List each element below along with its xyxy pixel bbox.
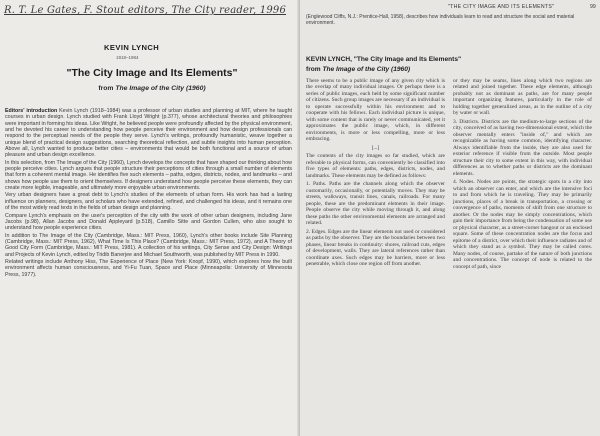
running-head: "THE CITY IMAGE AND ITS ELEMENTS" <box>448 4 555 10</box>
intro-lead: Editors' introduction <box>5 108 58 114</box>
body-paragraph: 1. Paths. Paths are the channels along which the observer customarily, occasionally, or potentially moves. They may be streets, walkways, transit lines, canals, railroads. For many people, these are the predominant elements in their image. People observe the city while moving through it, and along these paths the other environmental elements are arranged and related. <box>306 181 445 227</box>
text-column-left <box>306 78 445 270</box>
source-book: The Image of the City (1960) <box>115 85 206 92</box>
intro-paragraph: In this selection, from The Image of the City (1960), Lynch develops the concepts that have shaped our thinking about how people perceive cities. Lynch argues that people structure their perceptions of cities through a small number of elements that form a coherent mental image. He identifies five such elements – paths, edges, districts, nodes, and landmarks – and shows how people use them to orient themselves. If designers understand how people perceive these elements, they can create more legible, imageable, and ultimately more enjoyable urban environments. <box>5 159 292 192</box>
intro-paragraph <box>5 108 292 159</box>
source-prefix: from <box>98 85 114 92</box>
chapter-title: "The City Image and Its Elements" <box>66 67 238 79</box>
body-paragraph: 4. Nodes. Nodes are points, the strategic spots in a city into which an observer can enter, and which are the intensive foci to and from which he is traveling. They may be primarily junctions, places of a break in transportation, a crossing or convergence of paths, moments of shift from one structure to another. Or the nodes may be simply concentrations, which gain their importance from being the condensation of some use or physical character, as a street-corner hangout or an enclosed square. Some of these concentration nodes are the focus and epitome of a district, over which their influence radiates and of which they stand as a symbol. They may be called cores. Many nodes, of course, partake of the nature of both junctions and concentrations. The concept of node is related to the concept of path, since <box>453 179 592 270</box>
ellipsis-marker: [...] <box>371 144 380 151</box>
body-paragraph: or they may be seams, lines along which two regions are related and joined together. These edge elements, although probably not as dominant as paths, are for many people important organizing features, particularly in the role of holding together generalized areas, as in the outline of a city by water or wall. <box>453 78 592 117</box>
intro-text: Kevin Lynch (1918–1984) was a professor of urban studies and planning at MIT, where he taught courses in urban design. Lynch studied with Frank Lloyd Wright (p.377), whose architectural theories and philosophies were important in forming his ideas. Like Wright, he believed people were profoundly affected by the physical environment, and he devoted his career to understanding how people perceive their environment and how design professionals can respond to the perceptual needs of the people they serve. Lynch's writings, profoundly humanistic, weave together a unique blend of practical design suggestions, searching theoretical reflection, and subtle insights into human perception. Above all, Lynch wanted to produce better cities – environments that would be both functional and a source of urban pleasure and urban design excellence. <box>5 108 292 159</box>
author-name: KEVIN LYNCH <box>104 43 160 52</box>
continued-text: (Englewood Cliffs, N.J.: Prentice-Hall, 1958), describes how individuals learn to read and structure the social and material environment. <box>306 14 575 27</box>
page-number: 99 <box>590 4 596 10</box>
body-paragraph: The contents of the city images so far studied, which are referable to physical forms, can conveniently be classified into five types of elements: paths, edges, districts, nodes, and landmarks. These elements may be defined as follows: <box>306 153 445 179</box>
body-paragraph: 3. Districts. Districts are the medium-to-large sections of the city, conceived of as having two-dimensional extent, which the observer mentally enters "inside of," and which are recognizable as having some common, identifying character. Always identifiable from the inside, they are also used for exterior reference if visible from the outside. Most people structure their city to some extent in this way, with individual differences as to whether paths or districts are the dominant elements. <box>453 118 592 177</box>
text-column-right <box>453 78 592 272</box>
source-line <box>30 85 274 92</box>
reading-title: KEVIN LYNCH, "The City Image and Its Elements" <box>306 56 462 63</box>
intro-paragraph: Very urban designers have a great debt to Lynch's studies of the elements of urban form. His work has had a lasting influence on planners, designers, and scholars who have extended, refined, and challenged his ideas, and it remains one of the most widely read texts in the fields of urban design and planning. <box>5 192 292 212</box>
reading-source <box>306 66 591 73</box>
intro-paragraph: In addition to The Image of the City (Cambridge, Mass.: MIT Press, 1960), Lynch's other books include Site Planning (Cambridge, Mass.: MIT Press, 1962), What Time Is This Place? (Cambridge, Mass.: MIT Press, 1972), and A Theory of Good City Form (Cambridge, Mass.: MIT Press, 1981). A collection of his writings, City Sense and City Design: Writings and Projects of Kevin Lynch, edited by Tridib Banerjee and Michael Southworth, was published by MIT Press in 1990. <box>5 232 292 258</box>
source-book: The Image of the City (1960) <box>322 66 411 73</box>
editors-introduction <box>5 108 292 279</box>
body-paragraph: 2. Edges. Edges are the linear elements not used or considered as paths by the observer. They are the boundaries between two phases, linear breaks in continuity: shores, railroad cuts, edges of development, walls. They are lateral references rather than coordinate axes. Such edges may be barriers, more or less penetrable, which close one region off from another. <box>306 228 445 268</box>
intro-paragraph: Related writings include Anthony Hiss, The Experience of Place (New York: Knopf, 1990), which explores how the built environment affects human consciousness, and Yi-Fu Tuan, Space and Place (Minneapolis: University of Minnesota Press, 1977). <box>5 258 292 278</box>
intro-paragraph: Compare Lynch's emphasis on the user's perception of the city with the work of other urban designers, including Jane Jacobs (p.98), Allan Jacobs and Donald Appleyard (p.518), Camillo Sitte and Gordon Cullen, who also sought to understand how people experience cities. <box>5 212 292 232</box>
body-paragraph: There seems to be a public image of any given city which is the overlap of many individual images. Or perhaps there is a series of public images, each held by some significant number of citizens. Such group images are necessary if an individual is to operate successfully within his environment and to cooperate with his fellows. Each individual picture is unique, with some content that is rarely or never communicated, yet it approximates the public image, which, in different environments, is more or less compelling, more or less embracing. <box>306 78 445 143</box>
handwritten-note: R. T. Le Gates, F. Stout editors, The City reader, 1996 <box>4 5 287 16</box>
source-prefix: from <box>306 66 321 73</box>
left-page <box>0 0 299 436</box>
author-dates: 1918–1984 <box>116 55 139 60</box>
